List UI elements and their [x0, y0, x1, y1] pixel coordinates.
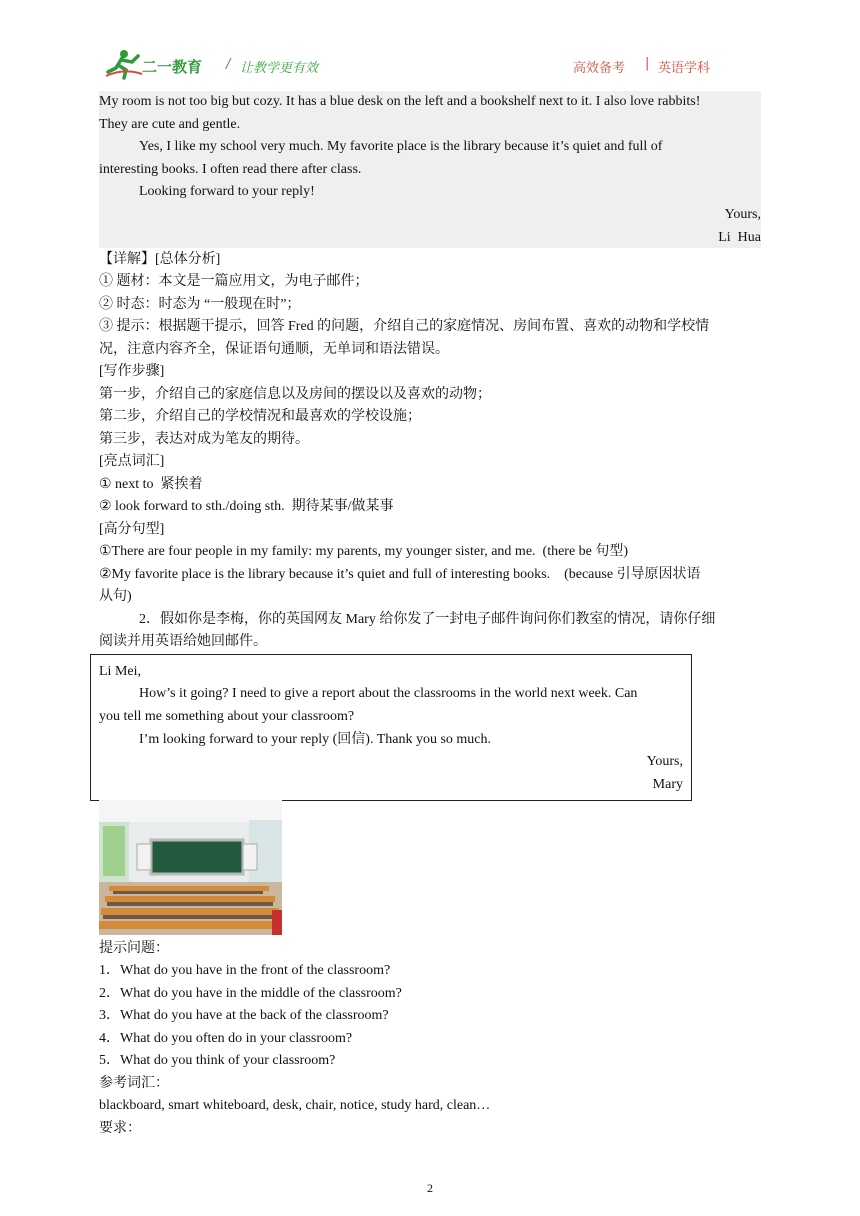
question-item: 4．What do you often do in your classroom? — [99, 1031, 353, 1046]
email-greeting: Li Mei, — [99, 664, 141, 679]
analysis-heading: 【详解】[总体分析] — [99, 252, 221, 267]
email-signature: Mary — [652, 777, 683, 792]
email-line: I’m looking forward to your reply (回信). Thank you so much. — [139, 732, 492, 747]
reference-vocab-heading: 参考词汇： — [99, 1076, 169, 1091]
task-intro-a: 2．假如你是李梅，你的英国网友 Mary 给你发了一封电子邮件询问你们教室的情况，请你仔细 — [139, 612, 716, 627]
email-line: How’s it going? I need to give a report about the classrooms in the world next week. Can — [139, 686, 638, 701]
question-item: 3．What do you have at the back of the classroom? — [99, 1008, 389, 1023]
vocab-item: ① next to 紧挨着 — [99, 477, 203, 492]
email-closing: Yours, — [646, 754, 683, 769]
step-item: 第三步，表达对成为笔友的期待。 — [99, 432, 309, 447]
task-intro-b: 阅读并用英语给她回邮件。 — [99, 634, 267, 649]
analysis-item: ① 题材：本文是一篇应用文，为电子邮件； — [99, 274, 369, 289]
runner-logo-icon — [104, 48, 144, 80]
letter-paragraph-1b: They are cute and gentle. — [99, 117, 241, 132]
header-slash: / — [226, 57, 231, 72]
sentence-item: ②My favorite place is the library because it’s quiet and full of interesting books. (because 引导原因状语 — [99, 567, 701, 582]
sentence-item: 从句) — [99, 589, 132, 604]
letter-paragraph-2a: Yes, I like my school very much. My favorite place is the library because it’s quiet and full of — [139, 139, 663, 154]
vocab-item: ② look forward to sth./doing sth. 期待某事/做某事 — [99, 499, 394, 514]
classroom-photo — [99, 800, 282, 935]
letter-closing: Yours, — [724, 207, 761, 222]
steps-heading: [写作步骤] — [99, 364, 165, 379]
page-number: 2 — [427, 1181, 433, 1195]
letter-paragraph-3: Looking forward to your reply! — [139, 184, 315, 199]
header-subject-a: 高效备考 — [573, 61, 626, 76]
header — [100, 46, 760, 82]
header-slogan: 让教学更有效 — [240, 61, 319, 76]
letter-paragraph-2b: interesting books. I often read there after class. — [99, 162, 362, 177]
question-item: 2．What do you have in the middle of the classroom? — [99, 986, 402, 1001]
sentence-item: ①There are four people in my family: my parents, my younger sister, and me. (there be 句型) — [99, 544, 629, 559]
step-item: 第一步，介绍自己的家庭信息以及房间的摆设以及喜欢的动物； — [99, 387, 491, 402]
analysis-item: ② 时态：时态为 “一般现在时”； — [99, 297, 301, 312]
question-item: 5．What do you think of your classroom? — [99, 1053, 336, 1068]
letter-signature: Li Hua — [718, 230, 761, 245]
header-subject-b: 英语学科 — [658, 61, 711, 76]
step-item: 第二步，介绍自己的学校情况和最喜欢的学校设施； — [99, 409, 421, 424]
header-divider: | — [645, 56, 650, 71]
requirements-heading: 要求： — [99, 1121, 141, 1136]
sentence-heading: [高分句型] — [99, 522, 165, 537]
email-line: you tell me something about your classroom? — [99, 709, 355, 724]
reference-vocab: blackboard, smart whiteboard, desk, chair, notice, study hard, clean… — [99, 1098, 491, 1113]
letter-paragraph-1a: My room is not too big but cozy. It has a blue desk on the left and a bookshelf next to it. I also love rabbits! — [99, 94, 701, 109]
analysis-item: 况，注意内容齐全，保证语句通顺，无单词和语法错误。 — [99, 342, 449, 357]
prompt-heading: 提示问题： — [99, 941, 169, 956]
analysis-item: ③ 提示：根据题干提示，回答 Fred 的问题，介绍自己的家庭情况、房间布置、喜欢的动物和学校情 — [99, 319, 710, 334]
question-item: 1．What do you have in the front of the classroom? — [99, 963, 391, 978]
vocab-heading: [亮点词汇] — [99, 454, 165, 469]
logo-text: 二一教育 — [142, 58, 203, 76]
